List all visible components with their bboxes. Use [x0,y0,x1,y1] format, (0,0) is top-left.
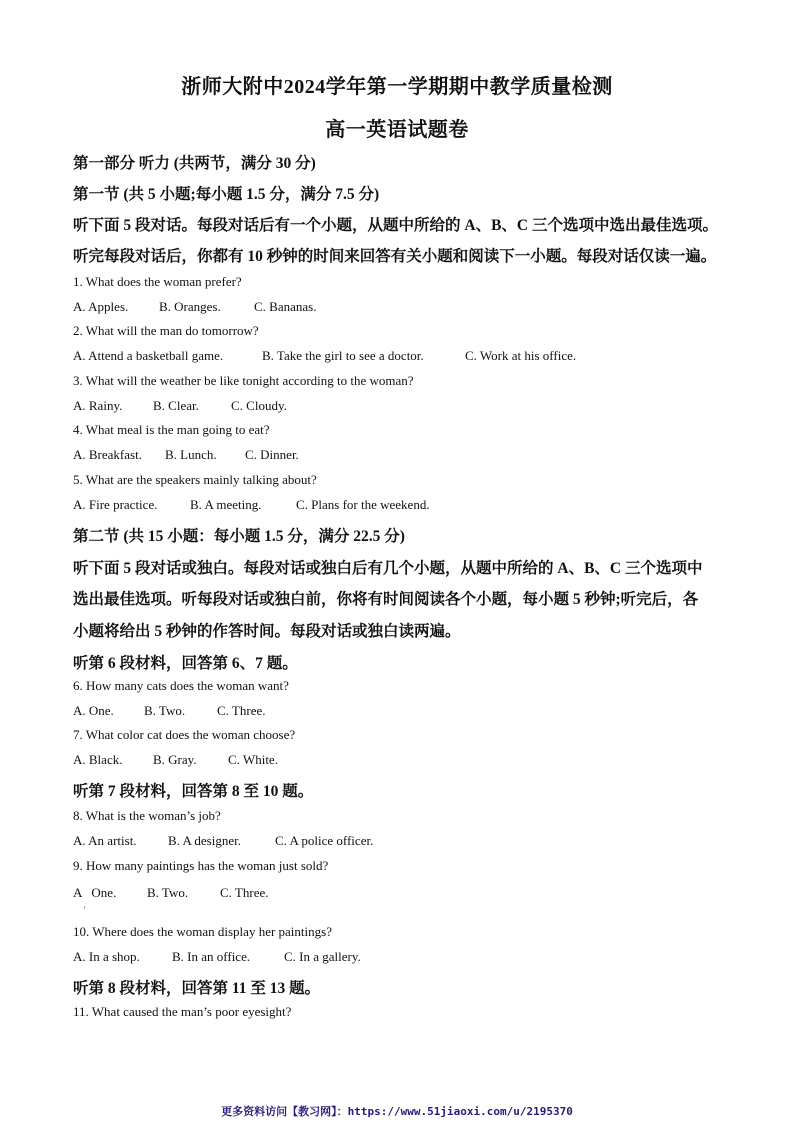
question-text: 11. What caused the man’s poor eyesight? [73,1004,292,1019]
option-b: B. Gray. [153,752,197,767]
option-a: A. In a shop. [73,949,140,964]
option-a: A. Fire practice. [73,497,158,512]
footer-link[interactable]: 更多资料访问【教习网】：https://www.51jiaoxi.com/u/2195370 [221,1105,573,1118]
option-c: C. Plans for the weekend. [296,497,430,512]
option-a: A. Attend a basketball game. [73,348,224,363]
option-a: A. Apples. [73,299,129,314]
question-options [73,398,287,414]
section2-instruction-line: 选出最佳选项。听每段对话或独白前，你将有时间阅读各个小题，每小题 5 秒钟;听完后，各 [73,591,699,608]
option-c: C. White. [228,752,278,767]
material-heading: 听第 6 段材料，回答第 6、7 题。 [73,655,298,672]
option-c: C. Dinner. [245,447,299,462]
question-text: 9. How many paintings has the woman just sold? [73,858,329,873]
question-text: 6. How many cats does the woman want? [73,678,289,693]
option-b: B. A designer. [168,833,241,848]
option-b: B. Oranges. [159,299,221,314]
stray-mark: ' [84,905,86,914]
part1-heading: 第一部分 听力 (共两节，满分 30 分) [73,155,316,172]
option-a: A One. [73,885,117,900]
option-c: C. Work at his office. [465,348,577,363]
section1-instruction-line: 听完每段对话后，你都有 10 秒钟的时间来回答有关小题和阅读下一小题。每段对话仅读一遍。 [73,248,717,265]
option-a: A. Breakfast. [73,447,142,462]
question-text: 7. What color cat does the woman choose? [73,727,296,742]
question-options [73,497,430,513]
option-a: A. Black. [73,752,123,767]
material-heading: 听第 8 段材料，回答第 11 至 13 题。 [73,980,321,997]
option-c: C. Bananas. [254,299,317,314]
question-options [73,703,266,719]
question-text: 8. What is the woman’s job? [73,808,221,823]
question-options [73,833,373,849]
question-text: 1. What does the woman prefer? [73,274,242,289]
question-text: 4. What meal is the man going to eat? [73,422,270,437]
section1-instruction-line: 听下面 5 段对话。每段对话后有一个小题，从题中所给的 A、B、C 三个选项中选出最佳选项。 [73,217,718,234]
option-c: C. In a gallery. [284,949,361,964]
exam-title: 浙师大附中2024学年第一学期期中教学质量检测 [181,76,613,98]
option-a: A. Rainy. [73,398,123,413]
question-text: 2. What will the man do tomorrow? [73,323,259,338]
section2-instruction-line: 小题将给出 5 秒钟的作答时间。每段对话或独白读两遍。 [73,623,461,640]
option-b: B. Two. [147,885,189,900]
question-options [73,949,361,965]
option-a: A. One. [73,703,114,718]
question-text: 5. What are the speakers mainly talking about? [73,472,317,487]
question-options [73,885,269,901]
question-text: 3. What will the weather be like tonight according to the woman? [73,373,414,388]
option-b: B. Clear. [153,398,199,413]
option-b: B. Lunch. [165,447,217,462]
option-b: B. In an office. [172,949,251,964]
option-c: C. Cloudy. [231,398,287,413]
option-b: B. A meeting. [190,497,262,512]
section2-heading: 第二节 (共 15 小题：每小题 1.5 分，满分 22.5 分) [73,528,405,545]
section1-heading: 第一节 (共 5 小题;每小题 1.5 分，满分 7.5 分) [73,186,380,203]
option-c: C. Three. [220,885,269,900]
option-c: C. Three. [217,703,266,718]
option-b: B. Take the girl to see a doctor. [262,348,424,363]
material-heading: 听第 7 段材料，回答第 8 至 10 题。 [73,783,314,800]
option-b: B. Two. [144,703,186,718]
question-text: 10. Where does the woman display her paintings? [73,924,332,939]
option-c: C. A police officer. [275,833,374,848]
question-options [73,447,299,463]
question-options [73,348,576,364]
question-options [73,752,278,768]
option-a: A. An artist. [73,833,137,848]
section2-instruction-line: 听下面 5 段对话或独白。每段对话或独白后有几个小题，从题中所给的 A、B、C 三个选项中 [73,560,703,577]
exam-subtitle: 高一英语试题卷 [325,119,469,141]
question-options [73,299,316,315]
